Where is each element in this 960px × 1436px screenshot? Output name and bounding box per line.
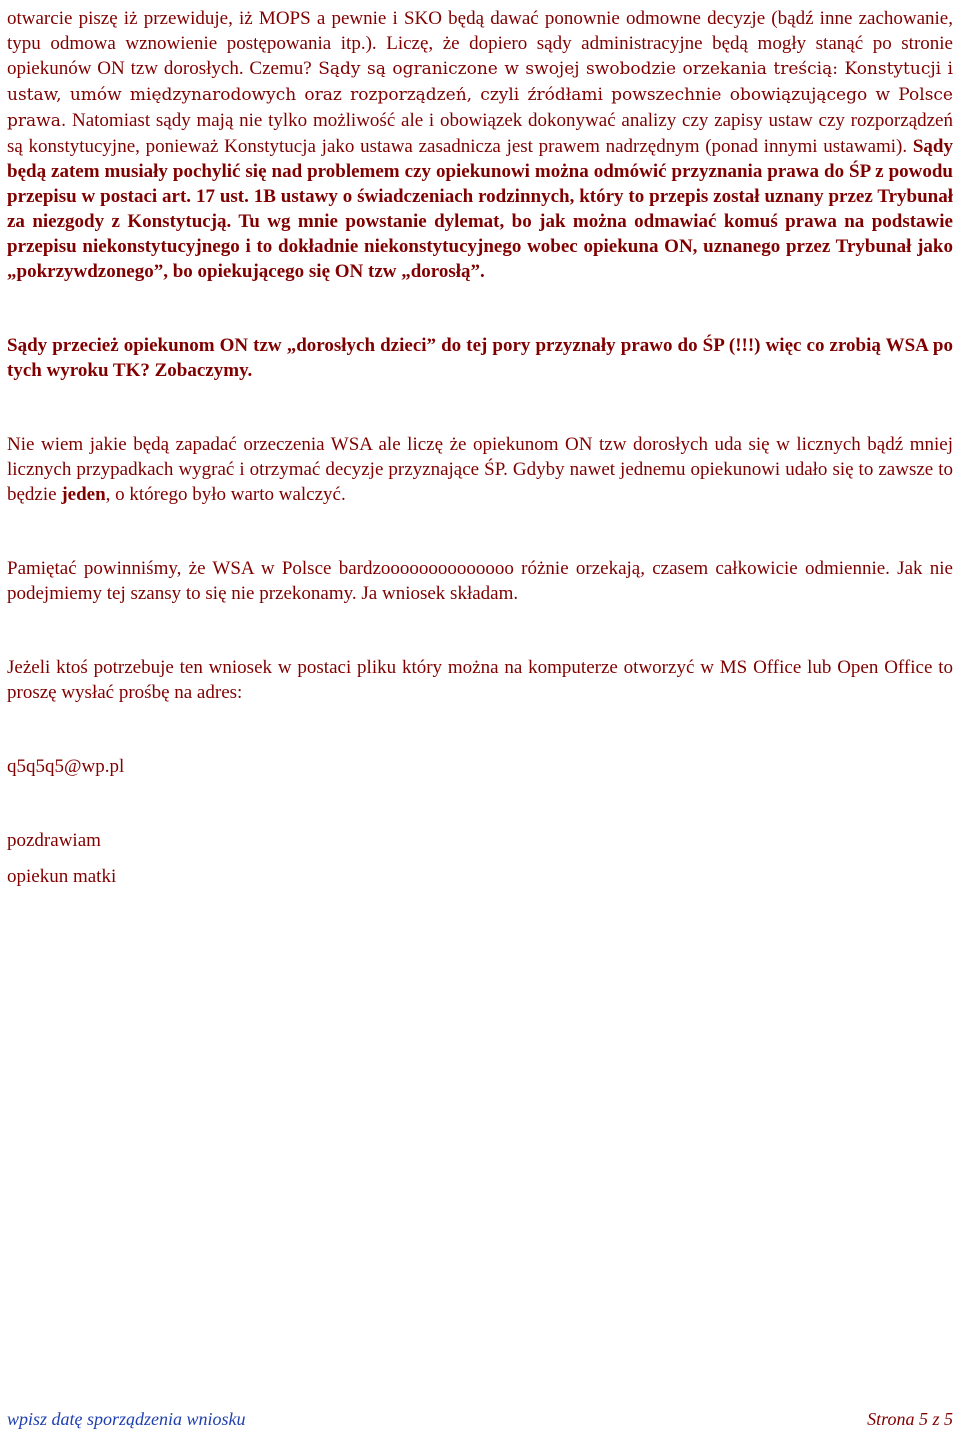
intro-text: otwarcie piszę iż przewiduje, iż MOPS a pewnie i SKO będą dawać ponownie odmowne decyzje (bądź inne zachowanie, typu odmowa wznowienie postępowania itp.). Liczę, że dopiero sądy administracyjne będą mogły stanąć po stronie opiekunów ON tzw dorosłych. Czemu? [7,8,953,79]
page-footer [7,1409,953,1433]
footer-date-placeholder: wpisz datę sporządzenia wniosku [7,1409,246,1429]
paragraph-hope: Nie wiem jakie będą zapadać orzeczenia WSA ale liczę że opiekunom ON tzw dorosłych uda się w licznych bądź mniej licznych przypadkach wygrać i otrzymać decyzje przyznające ŚP. Gdyby nawet jednemu opiekunowi udało się to zawsze to będzie jeden, o którego było warto walczyć. [7,434,953,505]
emphasis-jeden: jeden [61,484,106,505]
paragraph-courts-analysis [7,6,953,284]
paragraph-request-file: Jeżeli ktoś potrzebuje ten wniosek w postaci pliku który można na komputerze otworzyć w MS Office lub Open Office to proszę wysłać prośbę na adres: [7,657,953,703]
courts-dilemma-bold-text: Sądy będą zatem musiały pochylić się nad problemem czy opiekunowi można odmówić przyznania prawa do ŚP z powodu przepisu w postaci art. 17 ust. 1B ustawy o świadczeniach rodzinnych, który to przepis został uznany przez Trybunał za niezgody z Konstytucją. Tu wg mnie powstanie dylemat, bo jak można odmawiać komuś prawa na podstawie przepisu niekonstytucyjnego i to dokładnie niekonstytucyjnego wobec opiekuna ON, uznanego przez Trybunał jako „pokrzywdzonego”, bo opiekującego się ON tzw „dorosłą”. [7,136,953,282]
closing-greeting: pozdrawiam [7,830,101,851]
email-address: q5q5q5@wp.pl [7,756,125,777]
courts-duty-text: Natomiast sądy mają nie tylko możliwość ale i obowiązek dokonywać analizy czy zapisy ustaw czy rozporządzeń są konstytucyjne, ponieważ Konstytucja jako ustawa zasadnicza jest prawem nadrzędnym (ponad innymi ustawami). [7,110,953,157]
paragraph-remember: Pamiętać powinniśmy, że WSA w Polsce bardzoooooooooooooo różnie orzekają, czasem całkowicie odmiennie. Jak nie podejmiemy tej szansy to się nie przekonamy. Ja wniosek składam. [7,558,953,604]
paragraph-question: Sądy przecież opiekunom ON tzw „dorosłych dzieci” do tej pory przyznały prawo do ŚP (!!!) więc co zrobią WSA po tych wyroku TK? Zobaczymy. [7,335,953,381]
footer-page-number: Strona 5 z 5 [867,1409,953,1429]
courts-limited-text: Sądy są ograniczone w swojej swobodzie orzekania treścią: Konstytucji i ustaw, umów międzynarodowych oraz rozporządzeń, czyli źródłami powszechnie obowiązującego w Polsce prawa. [7,59,953,131]
closing-signature: opiekun matki [7,866,117,887]
document-page [7,6,953,889]
